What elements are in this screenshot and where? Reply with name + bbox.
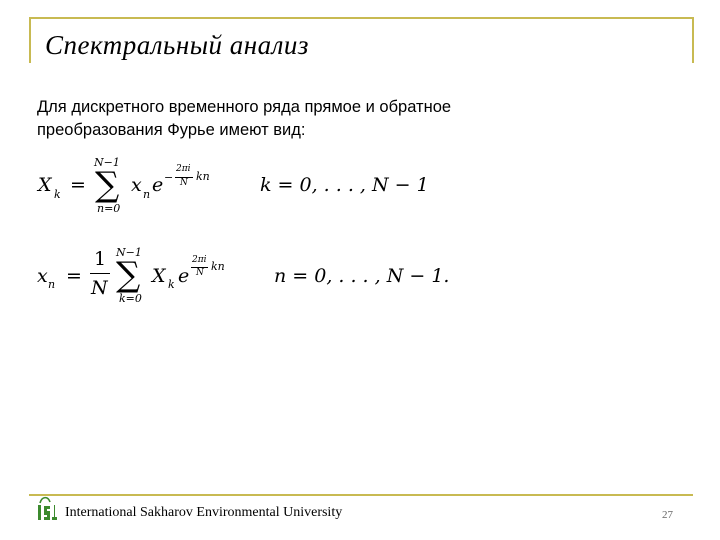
formula-inverse-lhs-sub: n (48, 278, 56, 291)
formula-forward-exp-tail: kn (196, 170, 210, 183)
formula-forward-term-var: x (131, 174, 142, 196)
formula-inverse-exp-base: e (178, 265, 190, 287)
formula-forward-sum-lower: n=0 (97, 202, 121, 215)
university-logo (36, 494, 58, 524)
formula-forward-lhs: X (38, 174, 52, 196)
formula-inverse-condition: n = 0, . . . , N − 1. (274, 265, 450, 287)
intro-text (37, 96, 597, 142)
formula-inverse-fraction-bar (90, 273, 110, 274)
formula-inverse-term-sub: k (168, 278, 175, 291)
page-number: 27 (662, 509, 673, 521)
title-frame-left-line (29, 17, 31, 63)
formula-forward-condition: k = 0, . . . , N − 1 (260, 174, 429, 196)
formula-forward-sigma: ∑ (95, 165, 120, 205)
intro-line-2: преобразования Фурье имеют вид: (37, 121, 306, 139)
formula-inverse-exp-tail: kn (211, 260, 225, 273)
formula-inverse-exp-num: 2πi (192, 255, 207, 265)
formula-forward-exp-num: 2πi (176, 164, 191, 174)
formula-inverse-sum-lower: k=0 (119, 292, 142, 305)
slide-title: Спектральный анализ (45, 30, 309, 60)
formula-forward-lhs-sub: k (54, 188, 61, 201)
formula-inverse-lhs: x (37, 265, 48, 287)
formula-forward-sum-upper: N−1 (94, 156, 120, 169)
formula-forward-exp-base: e (152, 174, 164, 196)
footer-divider-line (29, 494, 693, 496)
formula-inverse-sigma: ∑ (116, 255, 141, 295)
formula-inverse-equals: = (66, 265, 82, 287)
footer-university-name: International Sakharov Environmental University (65, 505, 343, 520)
formula-inverse-frac-den: N (91, 277, 108, 299)
title-frame-top-line (29, 17, 693, 19)
formula-inverse-exp-den: N (196, 268, 204, 278)
formula-inverse-frac-num: 1 (94, 248, 107, 270)
formula-forward-equals: = (70, 174, 86, 196)
formula-forward-term-sub: n (143, 188, 151, 201)
formula-inverse-term-var: X (152, 265, 166, 287)
title-frame-right-line (692, 17, 694, 63)
formula-forward-exp-den: N (180, 178, 188, 188)
intro-line-1: Для дискретного временного ряда прямое и обратное (37, 98, 452, 116)
formula-inverse-sum-upper: N−1 (116, 246, 142, 259)
formula-forward-exp-sign: − (164, 171, 174, 184)
